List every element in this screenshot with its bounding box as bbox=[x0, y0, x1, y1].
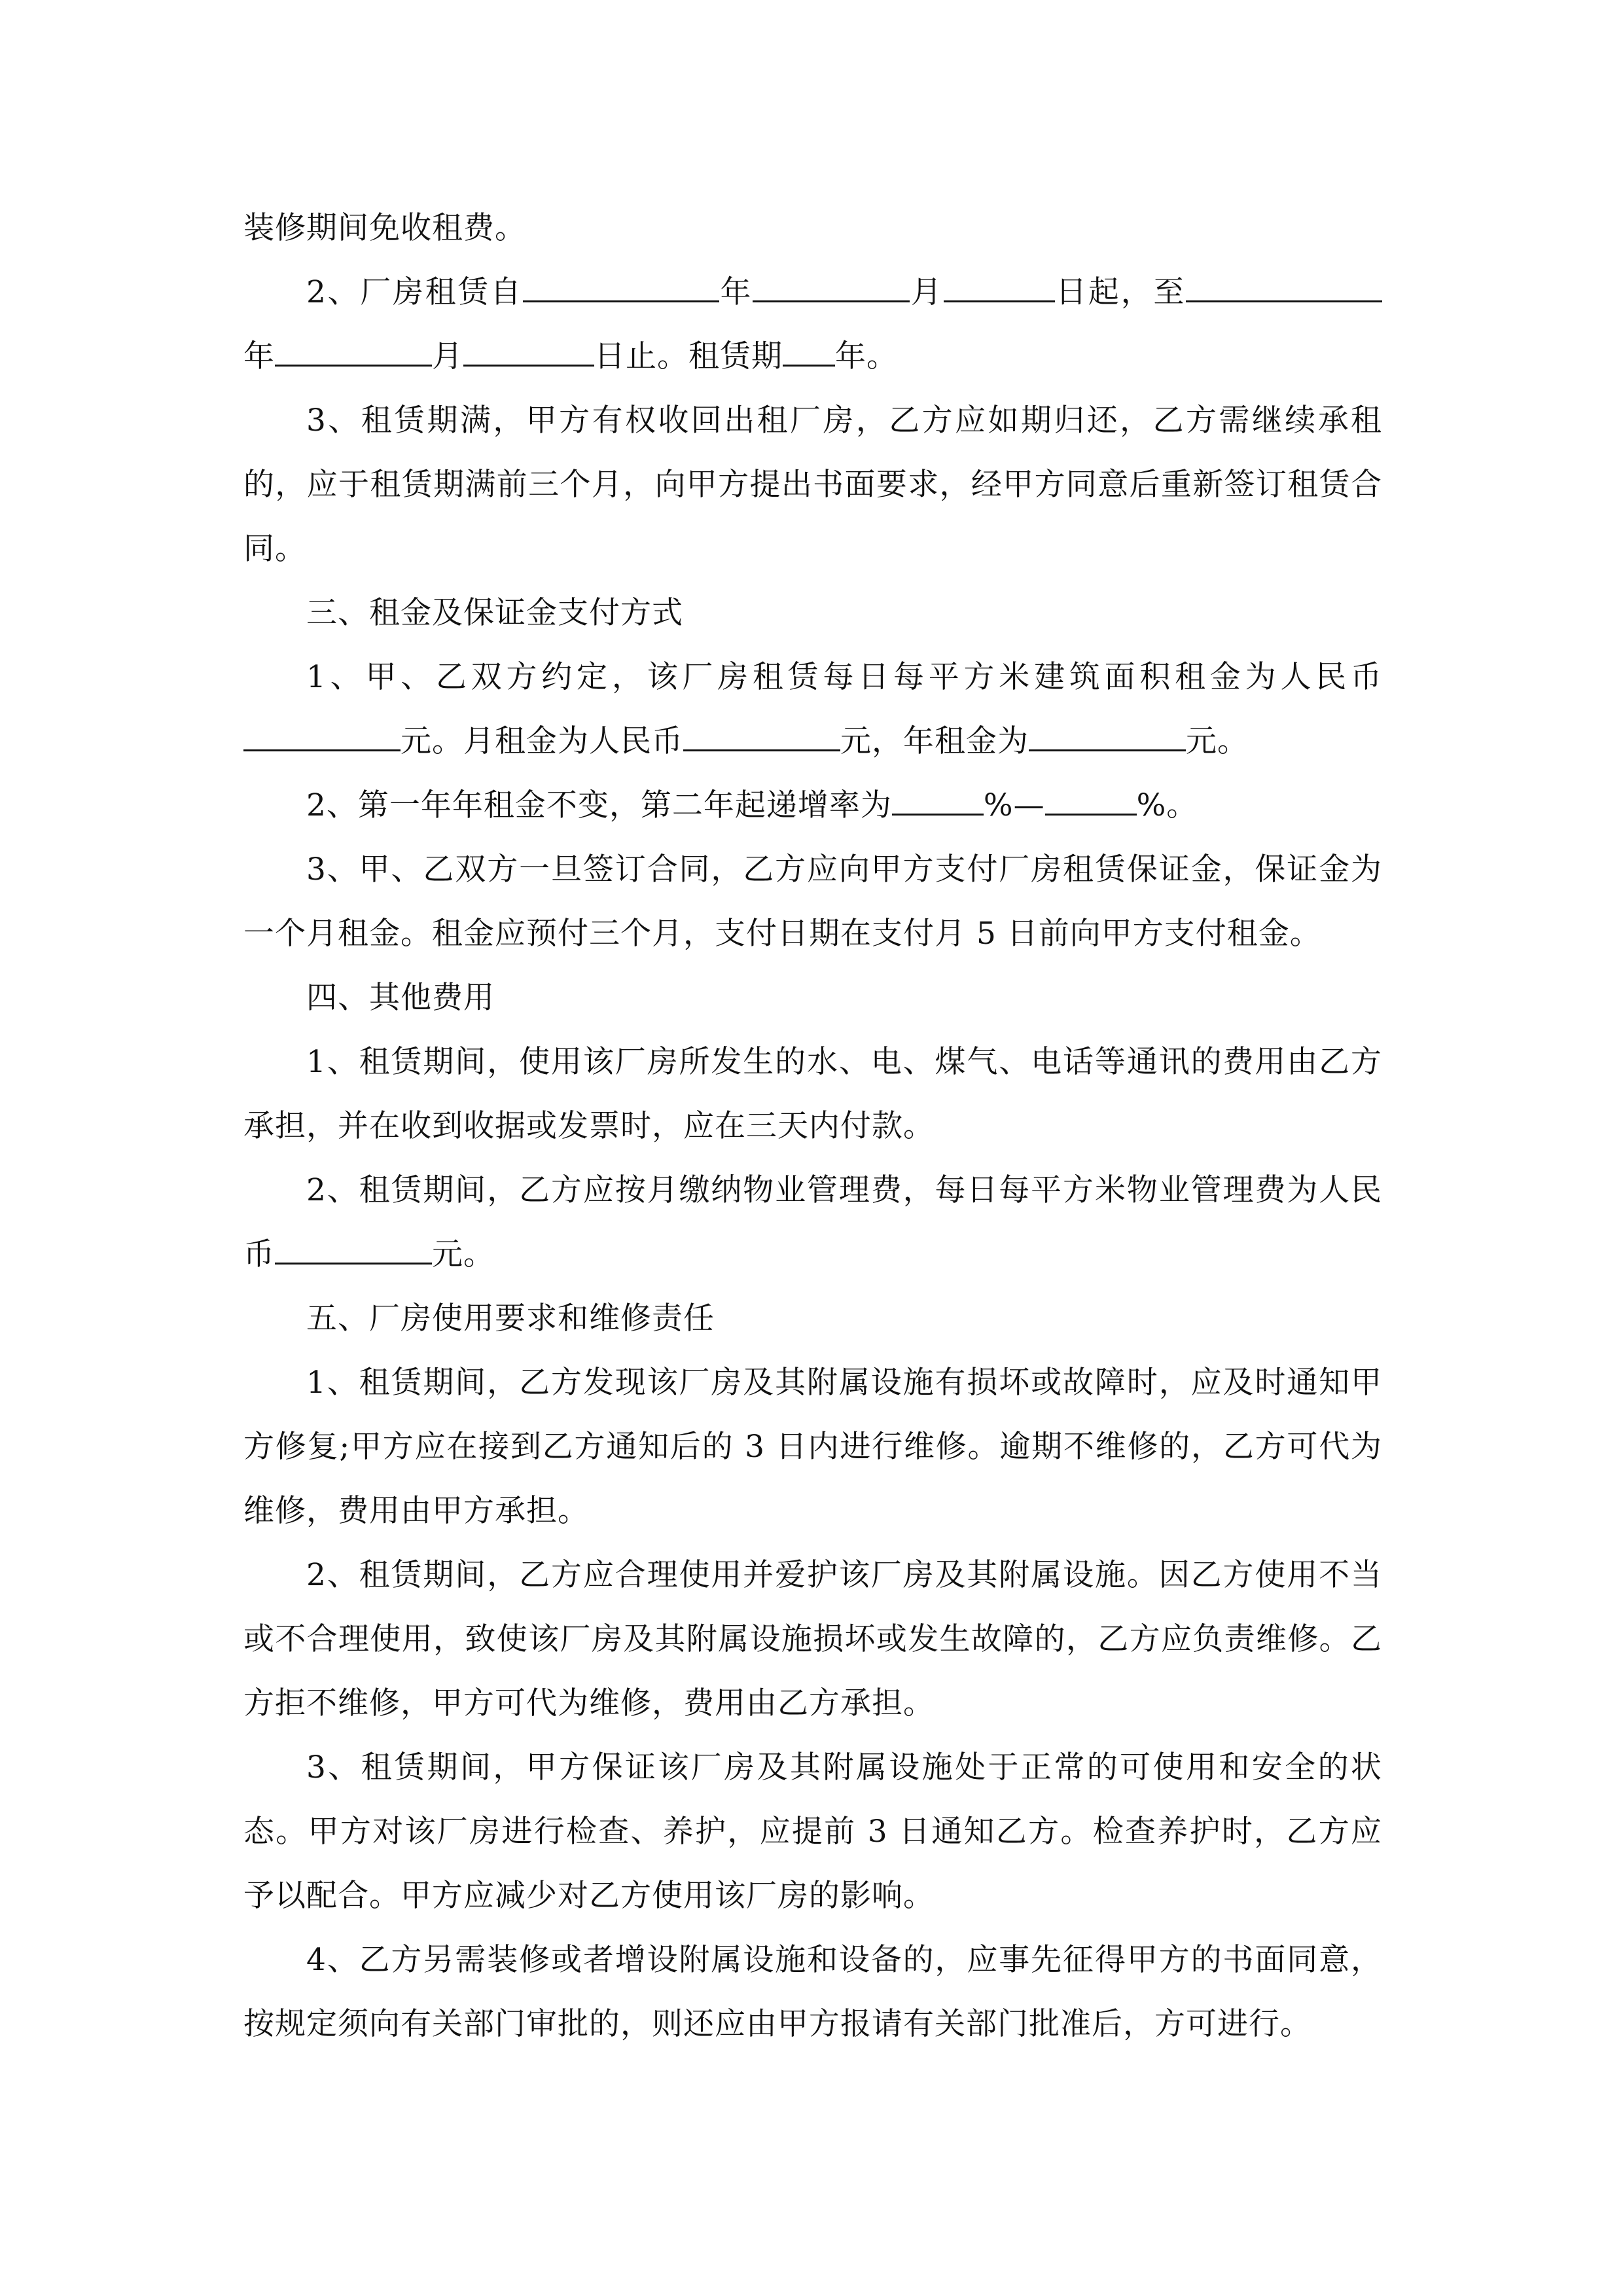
management-fee-text-end: 元。 bbox=[432, 1236, 495, 1272]
blank-end-year-a[interactable] bbox=[1186, 274, 1382, 302]
paragraph-management-fee bbox=[243, 1158, 1382, 1287]
lease-term-text-years: 年。 bbox=[835, 338, 898, 374]
paragraph-inspection: 3、租赁期间，甲方保证该厂房及其附属设施处于正常的可使用和安全的状态。甲方对该厂房进行检查、养护，应提前 3 日通知乙方。检查养护时，乙方应予以配合。甲方应减少对乙方使用该厂房的影响。 bbox=[243, 1749, 1382, 1914]
rent-text-end: 元。 bbox=[1186, 723, 1249, 759]
rent-text-daily: 1、甲、乙双方约定，该厂房租赁每日每平方米建筑面积租金为人民币 bbox=[306, 659, 1382, 695]
blank-monthly-rent[interactable] bbox=[683, 723, 840, 751]
lease-term-text-start: 2、厂房租赁自 bbox=[306, 274, 523, 310]
paragraph-lease-expiry: 3、租赁期满，甲方有权收回出租厂房，乙方应如期归还，乙方需继续承租的，应于租赁期满前三个月，向甲方提出书面要求，经甲方同意后重新签订租赁合同。 bbox=[243, 403, 1382, 567]
paragraph-utilities: 1、租赁期间，使用该厂房所发生的水、电、煤气、电话等通讯的费用由乙方承担，并在收到收据或发票时，应在三天内付款。 bbox=[243, 1044, 1382, 1144]
blank-daily-rent[interactable] bbox=[243, 723, 401, 751]
lease-term-text-end-month: 月 bbox=[432, 338, 463, 374]
increase-text-dash: %— bbox=[983, 787, 1045, 823]
increase-text: 2、第一年年租金不变，第二年起递增率为 bbox=[306, 787, 892, 823]
lease-term-text-end-day: 日止。租赁期 bbox=[594, 338, 783, 374]
blank-increase-min[interactable] bbox=[892, 787, 984, 816]
blank-start-day[interactable] bbox=[944, 274, 1055, 302]
blank-increase-max[interactable] bbox=[1045, 787, 1137, 816]
paragraph-renovation-approval: 4、乙方另需装修或者增设附属设施和设备的，应事先征得甲方的书面同意，按规定须向有关部门审批的，则还应由甲方报请有关部门批准后，方可进行。 bbox=[243, 1942, 1382, 2042]
paragraph-deposit: 3、甲、乙双方一旦签订合同，乙方应向甲方支付厂房租赁保证金，保证金为一个月租金。租金应预付三个月，支付日期在支付月 5 日前向甲方支付租金。 bbox=[243, 852, 1382, 952]
section-heading-rent-deposit: 三、租金及保证金支付方式 bbox=[306, 595, 683, 631]
section-heading-use-maintenance: 五、厂房使用要求和维修责任 bbox=[306, 1300, 715, 1336]
paragraph-proper-use: 2、租赁期间，乙方应合理使用并爱护该厂房及其附属设施。因乙方使用不当或不合理使用，致使该厂房及其附属设施损坏或发生故障的，乙方应负责维修。乙方拒不维修，甲方可代为维修，费用由乙方承担。 bbox=[243, 1557, 1382, 1721]
rent-text-annual: 元，年租金为 bbox=[840, 723, 1029, 759]
blank-annual-rent[interactable] bbox=[1029, 723, 1186, 751]
blank-end-month[interactable] bbox=[275, 338, 432, 367]
paragraph-lease-term bbox=[243, 260, 1382, 389]
blank-end-day[interactable] bbox=[463, 338, 594, 367]
lease-term-text-year: 年 bbox=[719, 274, 753, 310]
paragraph-repair-notice: 1、租赁期间，乙方发现该厂房及其附属设施有损坏或故障时，应及时通知甲方修复;甲方应在接到乙方通知后的 3 日内进行维修。逾期不维修的，乙方可代为维修，费用由甲方承担。 bbox=[243, 1365, 1382, 1529]
paragraph-rent-increase bbox=[243, 774, 1382, 838]
rent-text-monthly: 元。月租金为人民币 bbox=[401, 723, 683, 759]
blank-management-fee[interactable] bbox=[275, 1236, 432, 1265]
document-body bbox=[243, 196, 1382, 2056]
blank-start-year[interactable] bbox=[523, 274, 719, 302]
section-heading-other-fees: 四、其他费用 bbox=[306, 980, 495, 1016]
paragraph-renovation-rent-free: 装修期间免收租费。 bbox=[243, 210, 526, 246]
lease-term-text-month: 月 bbox=[910, 274, 944, 310]
increase-text-end: %。 bbox=[1136, 787, 1198, 823]
blank-lease-years[interactable] bbox=[783, 338, 835, 367]
lease-term-text-end-year: 年 bbox=[243, 338, 275, 374]
lease-term-text-day-to: 日起，至 bbox=[1054, 274, 1186, 310]
blank-start-month[interactable] bbox=[753, 274, 910, 302]
management-fee-text: 2、租赁期间，乙方应按月缴纳物业管理费，每日每平方米物业管理费为人民币 bbox=[243, 1172, 1382, 1272]
paragraph-rent-amount bbox=[243, 645, 1382, 774]
